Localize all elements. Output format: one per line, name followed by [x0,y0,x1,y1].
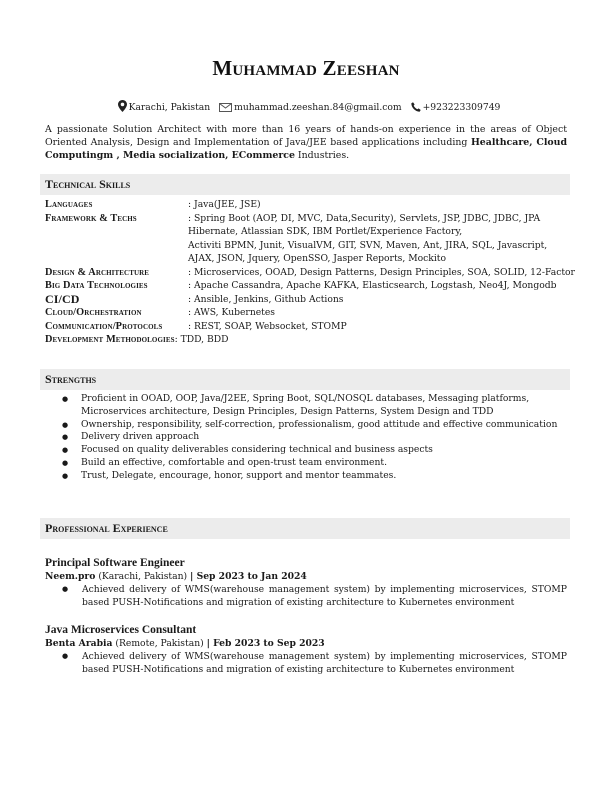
skill-label: Big Data Technologies [45,280,148,291]
job-entry [45,624,567,676]
section-heading-experience: Professional Experience [40,518,570,539]
skill-value: : Microservices, OOAD, Design Patterns, Design Principles, SOA, SOLID, 12-Factor [188,266,575,278]
list-item: ● Achieved delivery of WMS(warehouse management system) by implementing microservices, STOMP based PUSH-Notifications and migration of existing architecture to Kubernetes environment [45,650,567,676]
skill-value: : AWS, Kubernetes [188,307,276,318]
skill-value: : Apache Cassandra, Apache KAFKA, Elasticsearch, Logstash, Neo4J, Mongodb [188,280,557,291]
skill-row [45,212,575,266]
job-bullets [45,583,567,609]
profile-summary [45,123,567,162]
skill-value: : Ansible, Jenkins, Github Actions [188,293,344,305]
job-title: Java Microservices Consultant [45,624,197,636]
skill-value: : REST, SOAP, Websocket, STOMP [188,320,347,332]
job-dates: | Sep 2023 to Jan 2024 [190,571,307,582]
phone-text: +923223309749 [422,102,501,113]
job-meta [45,571,567,582]
strengths-list [60,393,570,483]
location-text: Karachi, Pakistan [128,102,211,113]
skill-label: CI/CD [45,291,80,306]
skill-row [45,293,575,307]
map-pin-icon [118,100,127,115]
contact-line [0,100,612,115]
skill-label: Languages [45,199,93,210]
skill-label: Communication/Protocols [45,320,163,332]
list-item: ● Focused on quality deliverables considering technical and business aspects [60,444,570,457]
skill-label: Design & Architecture [45,266,150,278]
list-item: ● Build an effective, comfortable and open-trust team environment. [60,457,570,470]
envelope-icon [219,103,232,115]
job-meta [45,638,567,649]
list-item: ● Delivery driven approach [60,431,570,444]
job-bullets [45,650,567,676]
skill-value: : Java(JEE, JSE) [188,199,261,210]
skill-value: : TDD, BDD [174,334,229,345]
skill-row [45,198,575,212]
skill-row [45,320,575,334]
summary-text: A passionate Solution Architect with more than 16 years of hands-on experience in the areas of Object Oriented Analysis, Design and Implementation of Java/JEE based applications including [45,124,567,148]
job-title: Principal Software Engineer [45,557,185,569]
skill-row [45,306,575,320]
skill-row [45,279,575,293]
summary-text-end: Industries. [294,150,350,161]
phone-icon [411,102,421,115]
job-company: Benta Arabia [45,638,113,649]
list-item: ● Ownership, responsibility, self-correction, professionalism, good attitude and effective communication [60,419,570,432]
job-location: (Karachi, Pakistan) [98,571,188,582]
section-heading-strengths: Strengths [40,369,570,390]
skill-label: Framework & Techs [45,212,137,224]
summary-industries: Healthcare, Cloud Computingm , Media socialization, ECommerce [45,137,568,161]
job-entry [45,557,567,609]
job-location: (Remote, Pakistan) [115,638,204,649]
job-company: Neem.pro [45,571,96,582]
technical-skills-list [45,198,575,347]
skill-row [45,266,575,280]
job-dates: | Feb 2023 to Sep 2023 [206,638,325,649]
section-heading-technical-skills: Technical Skills [40,174,570,195]
list-item: ● Proficient in OOAD, OOP, Java/J2EE, Spring Boot, SQL/NOSQL databases, Messaging platforms, Microservices architecture, Design Principles, Design Patterns, System Design and TDD [60,393,570,419]
skill-label: Cloud/Orchestration [45,307,142,318]
list-item: ● Achieved delivery of WMS(warehouse management system) by implementing microservices, STOMP based PUSH-Notifications and migration of existing architecture to Kubernetes environment [45,583,567,609]
skill-label: Development Methodologies [45,334,175,345]
candidate-name: Muhammad Zeeshan [212,56,400,80]
skill-row [45,333,575,347]
list-item: ● Trust, Delegate, encourage, honor, support and mentor teammates. [60,470,570,483]
email-link[interactable]: muhammad.zeeshan.84@gmail.com [234,102,402,113]
skill-value: : Spring Boot (AOP, DI, MVC, Data,Security), Servlets, JSP, JDBC, JDBC, JPA Hibernate, Atlassian SDK, IBM Portlet/Experience Factory, Activiti BPMN, Junit, VisualVM, GIT, SVN, Maven, Ant, JIRA, SQL, Javascript, AJAX, JSON, Jquery, OpenSSO, Jasper Reports, Mockito [188,212,548,264]
